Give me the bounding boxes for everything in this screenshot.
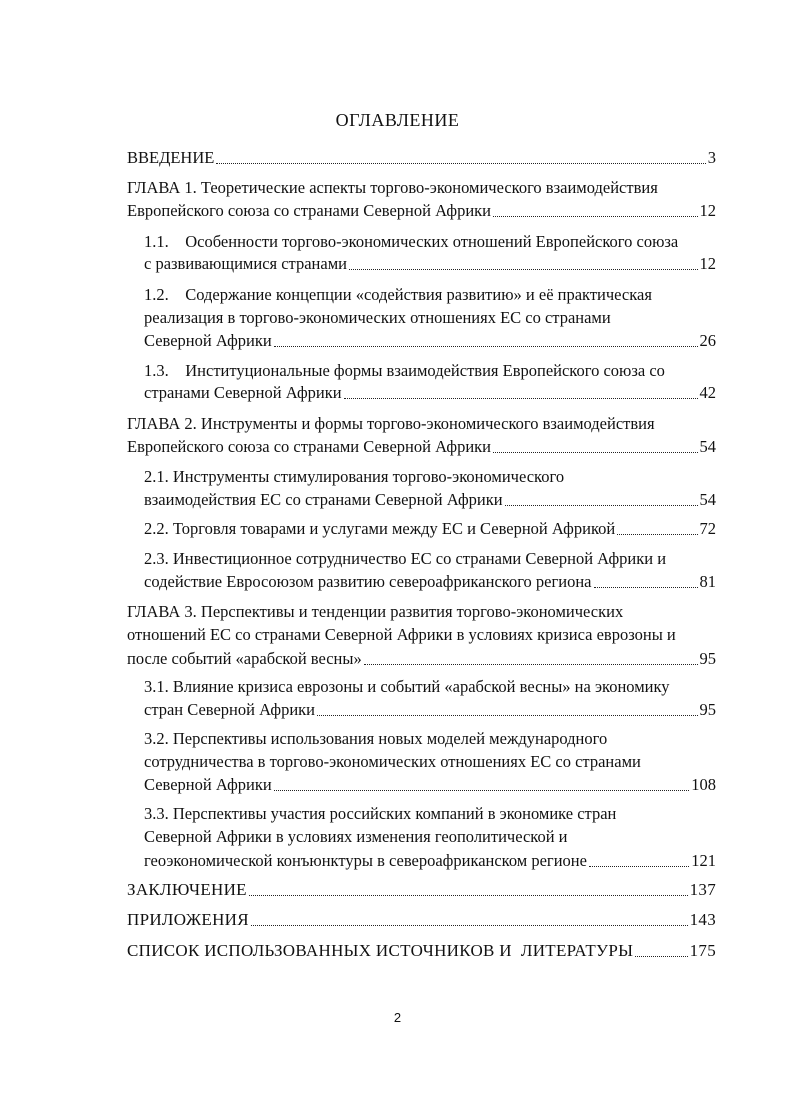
toc-entry-conclusion[interactable] bbox=[127, 879, 716, 901]
toc-entry-appendices[interactable] bbox=[127, 909, 716, 931]
leader-dots bbox=[589, 866, 689, 867]
leader-dots bbox=[594, 587, 698, 588]
leader-dots bbox=[493, 452, 698, 453]
leader-dots bbox=[635, 956, 687, 957]
toc-entry-label: содействие Евросоюзом развитию североафриканского региона bbox=[144, 572, 592, 591]
toc-page-number: 72 bbox=[699, 519, 716, 538]
leader-dots bbox=[349, 269, 698, 270]
toc-page-number: 95 bbox=[699, 700, 716, 719]
toc-section-1-2-line2[interactable]: реализация в торгово-экономических отношениях ЕС со странами bbox=[144, 308, 611, 327]
toc-entry-section-2-1[interactable] bbox=[144, 489, 716, 511]
leader-dots bbox=[317, 715, 697, 716]
toc-entry-label: ВВЕДЕНИЕ bbox=[127, 148, 215, 167]
toc-entry-section-3-1[interactable] bbox=[144, 699, 716, 721]
toc-chapter-1-line1[interactable]: ГЛАВА 1. Теоретические аспекты торгово-экономического взаимодействия bbox=[127, 178, 658, 197]
toc-section-1-2-line1[interactable]: 1.2. Содержание концепции «содействия развитию» и её практическая bbox=[144, 285, 652, 304]
toc-page-number: 108 bbox=[691, 775, 716, 794]
toc-entry-chapter-3[interactable] bbox=[127, 648, 716, 670]
leader-dots bbox=[274, 346, 698, 347]
toc-entry-chapter-1[interactable] bbox=[127, 200, 716, 222]
leader-dots bbox=[505, 505, 698, 506]
toc-page-number: 54 bbox=[699, 437, 716, 456]
toc-page-number: 95 bbox=[699, 649, 716, 668]
leader-dots bbox=[274, 790, 690, 791]
toc-page-number: 26 bbox=[699, 331, 716, 350]
toc-title: ОГЛАВЛЕНИЕ bbox=[335, 110, 460, 130]
leader-dots bbox=[493, 216, 698, 217]
toc-page-number: 42 bbox=[699, 383, 716, 402]
toc-entry-label: СПИСОК ИСПОЛЬЗОВАННЫХ ИСТОЧНИКОВ И ЛИТЕРАТУРЫ bbox=[127, 941, 634, 960]
leader-dots bbox=[344, 398, 698, 399]
toc-page-number: 81 bbox=[699, 572, 716, 591]
toc-entry-section-3-2[interactable] bbox=[144, 774, 716, 796]
toc-section-3-3-line1[interactable]: 3.3. Перспективы участия российских компаний в экономике стран bbox=[144, 804, 617, 823]
toc-section-3-1-line1[interactable]: 3.1. Влияние кризиса еврозоны и событий «арабской весны» на экономику bbox=[144, 677, 670, 696]
leader-dots bbox=[364, 664, 698, 665]
toc-section-2-1-line1[interactable]: 2.1. Инструменты стимулирования торгово-экономического bbox=[144, 467, 565, 486]
toc-entry-chapter-2[interactable] bbox=[127, 436, 716, 458]
toc-entry-label: Северной Африки bbox=[144, 331, 272, 350]
toc-section-3-2-line1[interactable]: 3.2. Перспективы использования новых моделей международного bbox=[144, 729, 608, 748]
toc-section-2-3-line1[interactable]: 2.3. Инвестиционное сотрудничество ЕС со странами Северной Африки и bbox=[144, 549, 667, 568]
toc-entry-section-1-3[interactable] bbox=[144, 382, 716, 404]
leader-dots bbox=[216, 163, 705, 164]
toc-page-number: 137 bbox=[689, 880, 716, 899]
toc-entry-label: странами Северной Африки bbox=[144, 383, 342, 402]
toc-entry-label: 2.2. Торговля товарами и услугами между ЕС и Северной Африкой bbox=[144, 519, 616, 538]
toc-entry-label: взаимодействия ЕС со странами Северной Африки bbox=[144, 490, 503, 509]
toc-page-number: 143 bbox=[689, 910, 716, 929]
toc-entry-label: стран Северной Африки bbox=[144, 700, 316, 719]
leader-dots bbox=[249, 895, 688, 896]
toc-chapter-2-line1[interactable]: ГЛАВА 2. Инструменты и формы торгово-экономического взаимодействия bbox=[127, 414, 655, 433]
toc-section-3-2-line2[interactable]: сотрудничества в торгово-экономических отношениях ЕС со странами bbox=[144, 752, 641, 771]
toc-entry-label: ЗАКЛЮЧЕНИЕ bbox=[127, 880, 247, 899]
toc-page-number: 121 bbox=[691, 851, 716, 870]
toc-page-number: 3 bbox=[707, 148, 716, 167]
toc-page-number: 54 bbox=[699, 490, 716, 509]
toc-entry-label: с развивающимися странами bbox=[144, 254, 347, 273]
toc-entry-label: Европейского союза со странами Северной Африки bbox=[127, 201, 491, 220]
toc-section-1-3-line1[interactable]: 1.3. Институциональные формы взаимодействия Европейского союза со bbox=[144, 361, 665, 380]
toc-entry-label: Северной Африки bbox=[144, 775, 272, 794]
toc-page-number: 12 bbox=[699, 254, 716, 273]
toc-page-number: 175 bbox=[689, 941, 716, 960]
toc-section-3-3-line2[interactable]: Северной Африки в условиях изменения геополитической и bbox=[144, 827, 568, 846]
toc-entry-intro[interactable] bbox=[127, 147, 716, 169]
toc-entry-label: Европейского союза со странами Северной Африки bbox=[127, 437, 491, 456]
leader-dots bbox=[617, 534, 697, 535]
toc-entry-section-1-1[interactable] bbox=[144, 253, 716, 275]
toc-chapter-3-line1[interactable]: ГЛАВА 3. Перспективы и тенденции развития торгово-экономических bbox=[127, 602, 624, 621]
leader-dots bbox=[251, 925, 688, 926]
toc-entry-section-1-2[interactable] bbox=[144, 330, 716, 352]
toc-entry-section-2-2[interactable] bbox=[144, 518, 716, 540]
toc-entry-label: геоэкономической конъюнктуры в североафриканском регионе bbox=[144, 851, 587, 870]
toc-page-number: 12 bbox=[699, 201, 716, 220]
toc-entry-label: после событий «арабской весны» bbox=[127, 649, 362, 668]
toc-chapter-3-line2[interactable]: отношений ЕС со странами Северной Африки в условиях кризиса еврозоны и bbox=[127, 625, 676, 644]
toc-entry-sources[interactable] bbox=[127, 940, 716, 962]
toc-entry-section-2-3[interactable] bbox=[144, 571, 716, 593]
toc-section-1-1-line1[interactable]: 1.1. Особенности торгово-экономических отношений Европейского союза bbox=[144, 232, 679, 251]
toc-entry-section-3-3[interactable] bbox=[144, 850, 716, 872]
page-number: 2 bbox=[393, 1010, 402, 1025]
toc-entry-label: ПРИЛОЖЕНИЯ bbox=[127, 910, 249, 929]
